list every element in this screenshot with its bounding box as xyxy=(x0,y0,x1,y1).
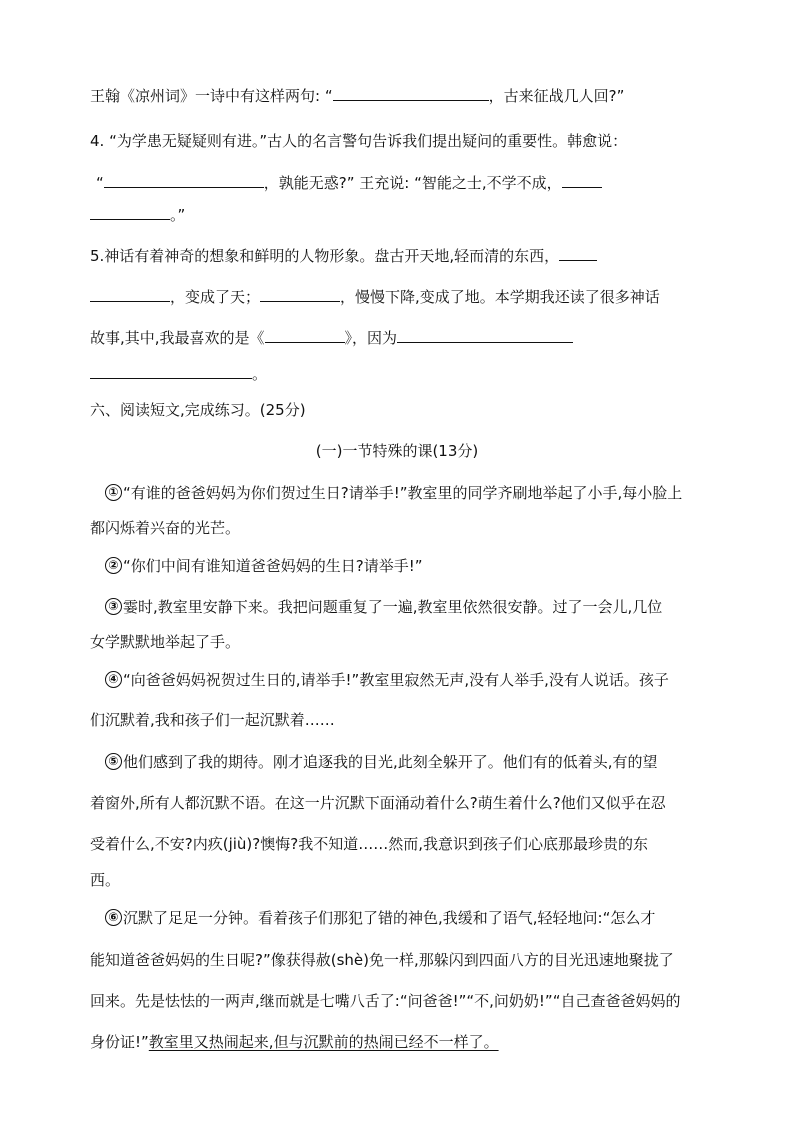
paragraph-5-line-2: 着窗外,所有人都沉默不语。在这一片沉默下面涌动着什么?萌生着什么?他们又似乎在忍 xyxy=(90,794,666,812)
q3-line xyxy=(90,86,624,106)
q4-text-mid: ，孰能无惑?” 王充说: “智能之士,不学不成， xyxy=(263,174,562,192)
q5-line-2 xyxy=(90,287,660,307)
answer-blank[interactable] xyxy=(265,328,345,343)
q4-line-2 xyxy=(96,173,602,193)
paragraph-text: 霎时,教室里安静下来。我把问题重复了一遍,教室里依然很安静。过了一会儿,几位 xyxy=(123,598,663,616)
paragraph-number: ③ xyxy=(105,598,122,615)
underlined-sentence: 教室里又热闹起来,但与沉默前的热闹已经不一样了。 xyxy=(148,1033,499,1051)
paragraph-4-line-2: 们沉默着,我和孩子们一起沉默着…… xyxy=(90,711,335,729)
section-heading: 六、阅读短文,完成练习。(25分) xyxy=(90,401,306,419)
paragraph-text: “向爸爸妈妈祝贺过生日的,请举手!”教室里寂然无声,没有人举手,没有人说话。孩子 xyxy=(123,671,669,689)
paragraph-1-line-1 xyxy=(105,483,682,503)
paragraph-number: ② xyxy=(105,557,122,574)
paragraph-3-line-2: 女学默默地举起了手。 xyxy=(90,633,241,651)
paragraph-number: ⑥ xyxy=(105,909,122,926)
q5-line-1 xyxy=(90,246,597,266)
q4-text-pre: “ xyxy=(96,174,104,192)
paragraph-6-line-3: 回来。先是怯怯的一两声,继而就是七嘴八舌了:“问爸爸!”“不,问奶奶!”“自己查爸爸妈妈的 xyxy=(90,992,681,1010)
answer-blank[interactable] xyxy=(90,205,170,220)
paragraph-text: 他们感到了我的期待。刚才追逐我的目光,此刻全躲开了。他们有的低着头,有的望 xyxy=(123,753,658,771)
paragraph-3-line-1 xyxy=(105,597,662,617)
paragraph-2-line-1 xyxy=(105,556,423,576)
answer-blank[interactable] xyxy=(90,364,252,379)
q4-text-post: 。” xyxy=(170,206,186,224)
q4-line-1: 4. “为学患无疑疑则有进。”古人的名言警句告诉我们提出疑问的重要性。韩愈说： xyxy=(90,132,628,150)
paragraph-number: ⑤ xyxy=(105,753,122,770)
paragraph-5-line-1 xyxy=(105,752,658,772)
paragraph-5-line-4: 西。 xyxy=(90,871,121,889)
q5-line-4 xyxy=(90,364,267,384)
answer-blank[interactable] xyxy=(397,328,573,343)
paragraph-6-line-4 xyxy=(90,1032,499,1052)
q5-text-3a: 故事,其中,我最喜欢的是《 xyxy=(90,329,265,347)
passage-title: (一)一节特殊的课(13分) xyxy=(315,442,479,460)
answer-blank[interactable] xyxy=(260,287,340,302)
answer-blank[interactable] xyxy=(333,86,489,101)
q5-text-1: 5.神话有着神奇的想象和鲜明的人物形象。盘古开天地,轻而清的东西， xyxy=(90,247,560,265)
q5-line-3 xyxy=(90,328,573,348)
q5-text-2a: ，变成了天； xyxy=(170,288,261,306)
paragraph-text: 身份证!” xyxy=(90,1033,149,1051)
paragraph-6-line-2: 能知道爸爸妈妈的生日呢?”像获得赦(shè)免一样,那躲闪到四面八方的目光迅速地聚拢了 xyxy=(90,951,674,969)
paragraph-text: “你们中间有谁知道爸爸妈妈的生日?请举手!” xyxy=(123,557,423,575)
paragraph-number: ④ xyxy=(105,671,122,688)
paragraph-4-line-1 xyxy=(105,670,669,690)
answer-blank[interactable] xyxy=(104,173,264,188)
paragraph-1-line-2: 都闪烁着兴奋的光芒。 xyxy=(90,519,241,537)
q4-line-3 xyxy=(90,205,185,225)
q5-text-4: 。 xyxy=(252,365,268,383)
q3-text-post: ，古来征战几人回?” xyxy=(488,87,625,105)
paragraph-6-line-1 xyxy=(105,908,655,928)
paragraph-text: 沉默了足足一分钟。看着孩子们那犯了错的神色,我缓和了语气,轻轻地问:“怎么才 xyxy=(123,909,656,927)
paragraph-5-line-3: 受着什么,不安?内疚(jiù)?懊悔?我不知道……然而,我意识到孩子们心底那最珍贵的东 xyxy=(90,835,648,853)
answer-blank[interactable] xyxy=(90,287,170,302)
paragraph-number: ① xyxy=(105,484,122,501)
answer-blank[interactable] xyxy=(562,173,602,188)
q3-text-pre: 王翰《凉州词》一诗中有这样两句: “ xyxy=(90,87,333,105)
paragraph-text: “有谁的爸爸妈妈为你们贺过生日?请举手!”教室里的同学齐刷地举起了小手,每小脸上 xyxy=(123,484,683,502)
q5-text-2b: ，慢慢下降,变成了地。本学期我还读了很多神话 xyxy=(340,288,660,306)
q5-text-3b: 》，因为 xyxy=(344,329,398,347)
answer-blank[interactable] xyxy=(559,246,597,261)
